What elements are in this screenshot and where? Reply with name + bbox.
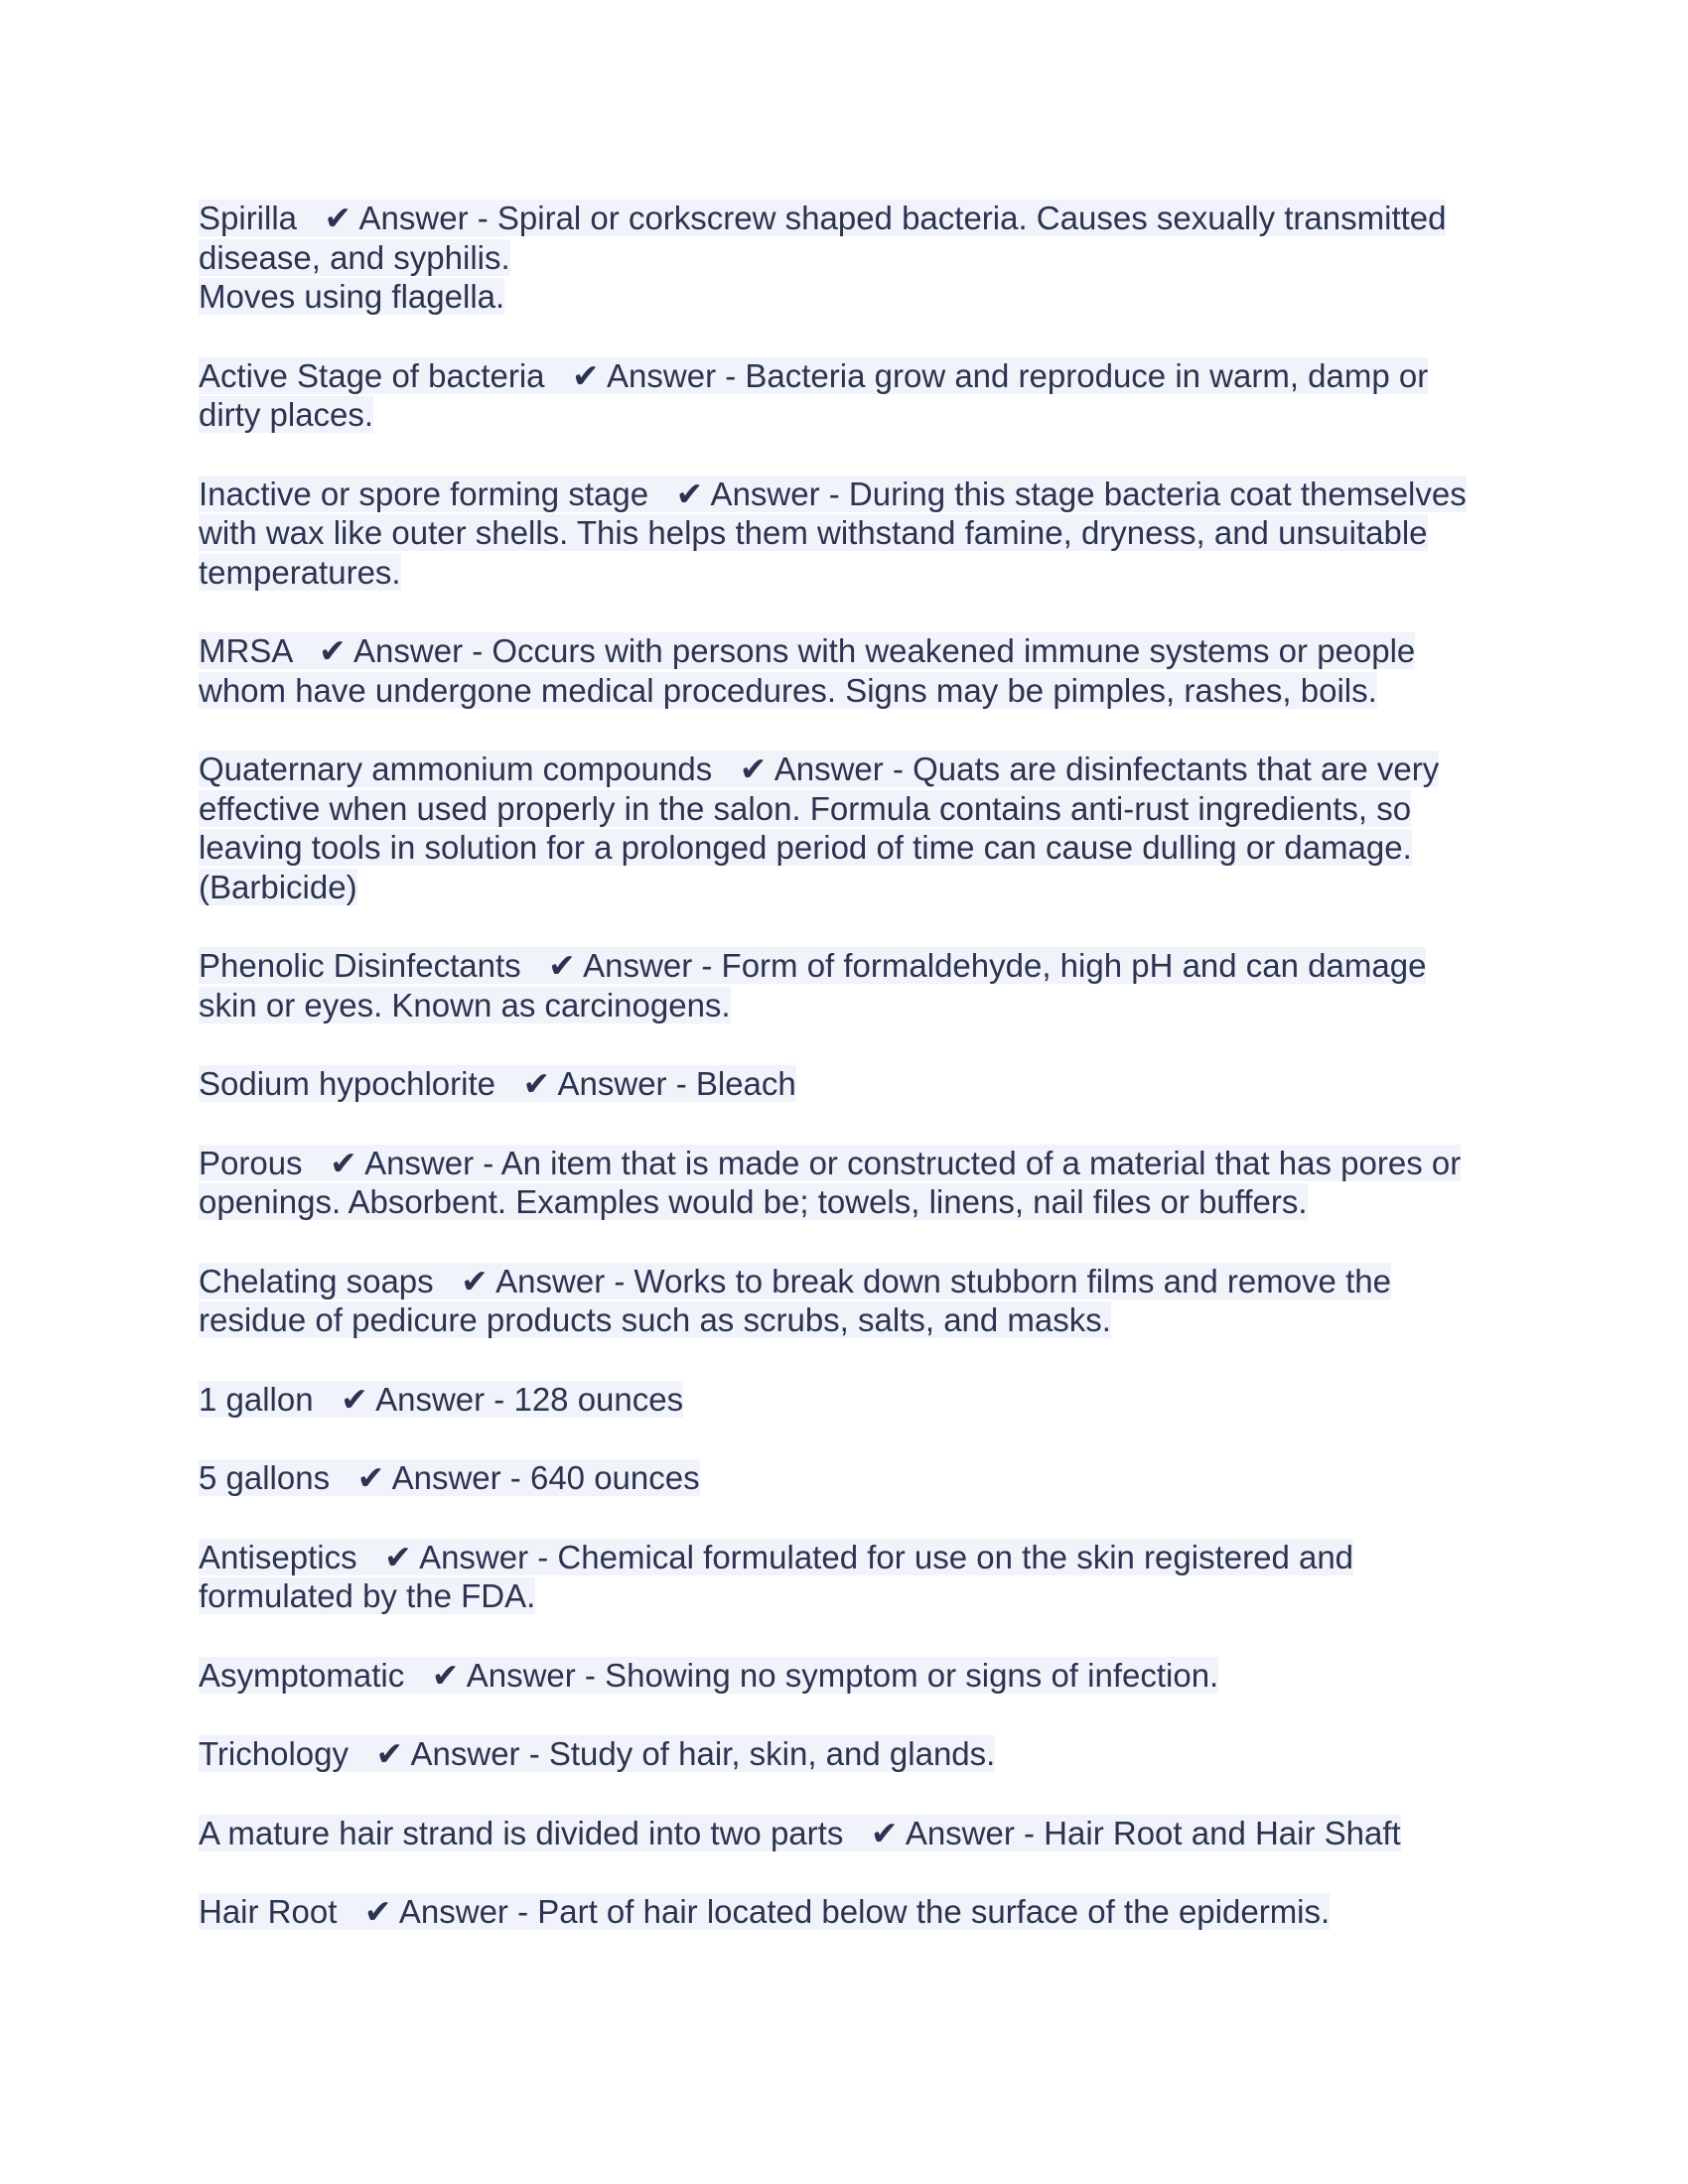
flashcard-entry [199,1262,1499,1340]
flashcard-entry [199,475,1499,593]
flashcard-entry [199,1458,1499,1498]
entry-line: MRSA ✔ Answer - Occurs with persons with weakened immune systems or people [199,632,1416,669]
entry-line: with wax like outer shells. This helps them withstand famine, dryness, and unsuitable [199,514,1428,551]
flashcard-entry [199,631,1499,710]
entry-line: Hair Root ✔ Answer - Part of hair located below the surface of the epidermis. [199,1893,1331,1930]
flashcard-entry [199,1144,1499,1222]
flashcard-entry [199,1656,1499,1696]
flashcard-list [199,199,1499,1972]
entry-line: Inactive or spore forming stage ✔ Answer - During this stage bacteria coat themselves [199,475,1467,512]
flashcard-entry [199,1538,1499,1616]
entry-line: (Barbicide) [199,868,357,905]
entry-line: Chelating soaps ✔ Answer - Works to break down stubborn films and remove the [199,1262,1391,1299]
entry-line: effective when used properly in the salon. Formula contains anti-rust ingredients, so [199,789,1412,827]
entry-line: residue of pedicure products such as scrubs, salts, and masks. [199,1301,1111,1338]
flashcard-entry [199,199,1499,317]
flashcard-entry [199,1734,1499,1774]
entry-line: 1 gallon ✔ Answer - 128 ounces [199,1380,684,1418]
entry-line: leaving tools in solution for a prolonged period of time can cause dulling or damage. [199,829,1412,866]
entry-line: Antiseptics ✔ Answer - Chemical formulated for use on the skin registered and [199,1538,1354,1575]
entry-line: disease, and syphilis. [199,238,510,276]
flashcard-entry [199,750,1499,906]
flashcard-entry [199,1814,1499,1853]
flashcard-entry [199,1892,1499,1932]
flashcard-entry [199,946,1499,1024]
entry-line: Active Stage of bacteria ✔ Answer - Bacteria grow and reproduce in warm, damp or [199,356,1429,394]
entry-line: Asymptomatic ✔ Answer - Showing no symptom or signs of infection. [199,1656,1219,1694]
entry-line: skin or eyes. Known as carcinogens. [199,986,731,1024]
entry-line: dirty places. [199,396,374,433]
entry-line: Quaternary ammonium compounds ✔ Answer - Quats are disinfectants that are very [199,751,1440,787]
flashcard-entry [199,1064,1499,1104]
entry-line: formulated by the FDA. [199,1577,536,1614]
entry-line: A mature hair strand is divided into two parts ✔ Answer - Hair Root and Hair Shaft [199,1814,1401,1851]
flashcard-entry [199,356,1499,435]
entry-line: Moves using flagella. [199,278,505,315]
entry-line: Porous ✔ Answer - An item that is made or constructed of a material that has pores or [199,1144,1462,1181]
entry-line: openings. Absorbent. Examples would be; towels, linens, nail files or buffers. [199,1183,1308,1220]
entry-line: 5 gallons ✔ Answer - 640 ounces [199,1459,700,1496]
flashcard-entry [199,1380,1499,1420]
entry-line: temperatures. [199,553,401,591]
entry-line: Sodium hypochlorite ✔ Answer - Bleach [199,1065,796,1102]
entry-line: Trichology ✔ Answer - Study of hair, skin, and glands. [199,1735,996,1772]
entry-line: Phenolic Disinfectants ✔ Answer - Form of formaldehyde, high pH and can damage [199,947,1427,984]
entry-line: whom have undergone medical procedures. Signs may be pimples, rashes, boils. [199,671,1377,709]
entry-line: Spirilla ✔ Answer - Spiral or corkscrew shaped bacteria. Causes sexually transmitted [199,200,1447,236]
